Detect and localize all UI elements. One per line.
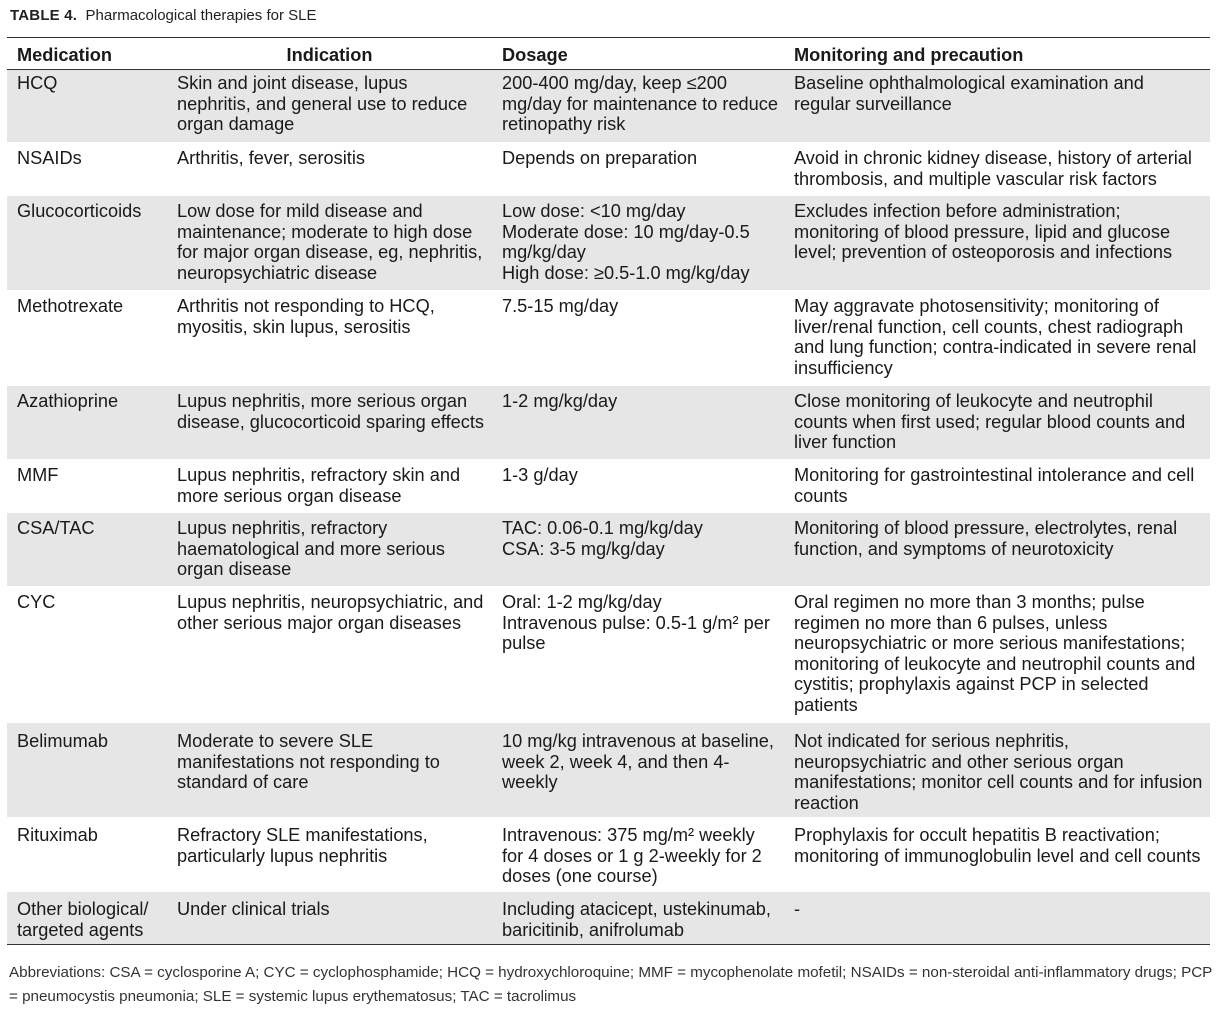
medication-cell: Belimumab [17,731,108,751]
header-medication: Medication [17,45,112,66]
monitoring-cell: Oral regimen no more than 3 months; pulse regimen no more than 6 pulses, unless neuropsychiatric or more serious manifestations; monitoring of leukocyte and neutrophil counts and cystitis; prophylaxis against PCP in selected patients [794,592,1196,715]
dosage-line: 1-3 g/day [502,465,578,485]
table-row [7,291,1210,386]
monitoring-cell: Baseline ophthalmological examination and regular surveillance [794,73,1144,114]
medication-cell: Glucocorticoids [17,201,142,221]
dosage-line: 200-400 mg/day, keep ≤200 mg/day for maintenance to reduce retinopathy risk [502,73,779,135]
indication-cell: Lupus nephritis, refractory skin and more serious organ disease [177,465,461,506]
medication-cell: MMF [17,465,59,485]
indication-cell: Under clinical trials [177,899,330,919]
dosage-line: High dose: ≥0.5-1.0 mg/kg/day [502,262,750,283]
dosage-line: Moderate dose: 10 mg/day-0.5 mg/kg/day [502,221,750,263]
dosage-line: Intravenous: 375 mg/m² weekly for 4 doses or 1 g 2-weekly for 2 doses (one course) [502,825,762,887]
monitoring-cell: Monitoring of blood pressure, electrolytes, renal function, and symptoms of neurotoxicity [794,518,1178,559]
dosage-cell [492,513,784,587]
indication-cell: Moderate to severe SLE manifestations not responding to standard of care [177,731,440,793]
dosage-cell [492,892,784,945]
dosage-cell [492,723,784,818]
dosage-cell [492,386,784,460]
indication-cell: Lupus nephritis, refractory haematological and more serious organ disease [177,518,445,580]
table-body [7,70,1210,945]
medication-cell: NSAIDs [17,148,82,168]
table-title: Pharmacological therapies for SLE [85,7,317,24]
dosage-line: Intravenous pulse: 0.5-1 g/m² per pulse [502,612,770,654]
indication-cell: Lupus nephritis, neuropsychiatric, and other serious major organ diseases [177,592,484,633]
abbreviations-footnote: Abbreviations: CSA = cyclosporine A; CYC = cyclophosphamide; HCQ = hydroxychloroquine; MMF = mycophenolate mofetil; NSAIDs = non-steroidal anti-inflammatory drugs; PCP = pneumocystis pneumonia; SLE = systemic lupus erythematosus; TAC = tacrolimus [9,964,1213,1005]
monitoring-cell: Close monitoring of leukocyte and neutrophil counts when first used; regular blood counts and liver function [794,391,1186,453]
table-row [7,386,1210,460]
table-number: TABLE 4. [10,7,78,24]
dosage-line: TAC: 0.06-0.1 mg/kg/day [502,518,703,538]
indication-cell: Lupus nephritis, more serious organ disease, glucocorticoid sparing effects [177,391,485,432]
dosage-cell [492,587,784,723]
table-row [7,723,1210,818]
monitoring-cell: Monitoring for gastrointestinal intolerance and cell counts [794,465,1195,506]
medication-cell: Azathioprine [17,391,119,411]
table-row [7,892,1210,945]
table-row [7,70,1210,143]
dosage-line: Oral: 1-2 mg/kg/day [502,592,662,612]
dosage-line: Including atacicept, ustekinumab, baricitinib, anifrolumab [502,899,771,940]
indication-cell: Arthritis not responding to HCQ, myositis, skin lupus, serositis [177,296,435,337]
monitoring-cell: - [794,899,801,919]
dosage-cell [492,196,784,291]
dosage-cell [492,70,784,143]
medication-cell: HCQ [17,73,58,93]
header-monitoring: Monitoring and precaution [794,45,1024,66]
table-row [7,143,1210,196]
dosage-line: 10 mg/kg intravenous at baseline, week 2, week 4, and then 4-weekly [502,731,774,793]
monitoring-cell: Prophylaxis for occult hepatitis B reactivation; monitoring of immunoglobulin level and cell counts [794,825,1201,866]
medication-cell: Methotrexate [17,296,124,316]
header-dosage: Dosage [502,45,568,66]
table-caption [10,7,316,24]
table-row [7,513,1210,587]
monitoring-cell: Not indicated for serious nephritis, neuropsychiatric and other serious organ manifestations; monitor cell counts and for infusion reaction [794,731,1203,813]
dosage-cell [492,291,784,386]
medication-cell: CYC [17,592,56,612]
header-row [7,38,1210,70]
header-indication: Indication [286,45,373,66]
table-row [7,587,1210,723]
monitoring-cell: Avoid in chronic kidney disease, history of arterial thrombosis, and multiple vascular risk factors [794,148,1192,189]
dosage-cell [492,143,784,196]
indication-cell: Refractory SLE manifestations, particularly lupus nephritis [177,825,428,866]
table-row [7,196,1210,291]
dosage-line: 1-2 mg/kg/day [502,391,618,411]
indication-cell: Arthritis, fever, serositis [177,148,365,168]
dosage-line: Low dose: <10 mg/day [502,201,686,221]
monitoring-cell: May aggravate photosensitivity; monitoring of liver/renal function, cell counts, chest radiograph and lung function; contra-indicated in severe renal insufficiency [794,296,1197,378]
medication-cell: Other biological/ targeted agents [17,899,149,940]
medication-cell: CSA/TAC [17,518,95,538]
dosage-cell [492,460,784,513]
dosage-line: 7.5-15 mg/day [502,296,619,316]
table-row [7,460,1210,513]
dosage-cell [492,818,784,892]
monitoring-cell: Excludes infection before administration; monitoring of blood pressure, lipid and glucose level; prevention of osteoporosis and infections [794,201,1173,263]
dosage-line: Depends on preparation [502,148,698,168]
medication-cell: Rituximab [17,825,98,845]
table-row [7,818,1210,892]
dosage-line: CSA: 3-5 mg/kg/day [502,538,665,559]
indication-cell: Skin and joint disease, lupus nephritis, and general use to reduce organ damage [177,73,468,135]
therapies-table [7,37,1210,945]
indication-cell: Low dose for mild disease and maintenance; moderate to high dose for major organ disease, eg, nephritis, neuropsychiatric disease [177,201,483,283]
